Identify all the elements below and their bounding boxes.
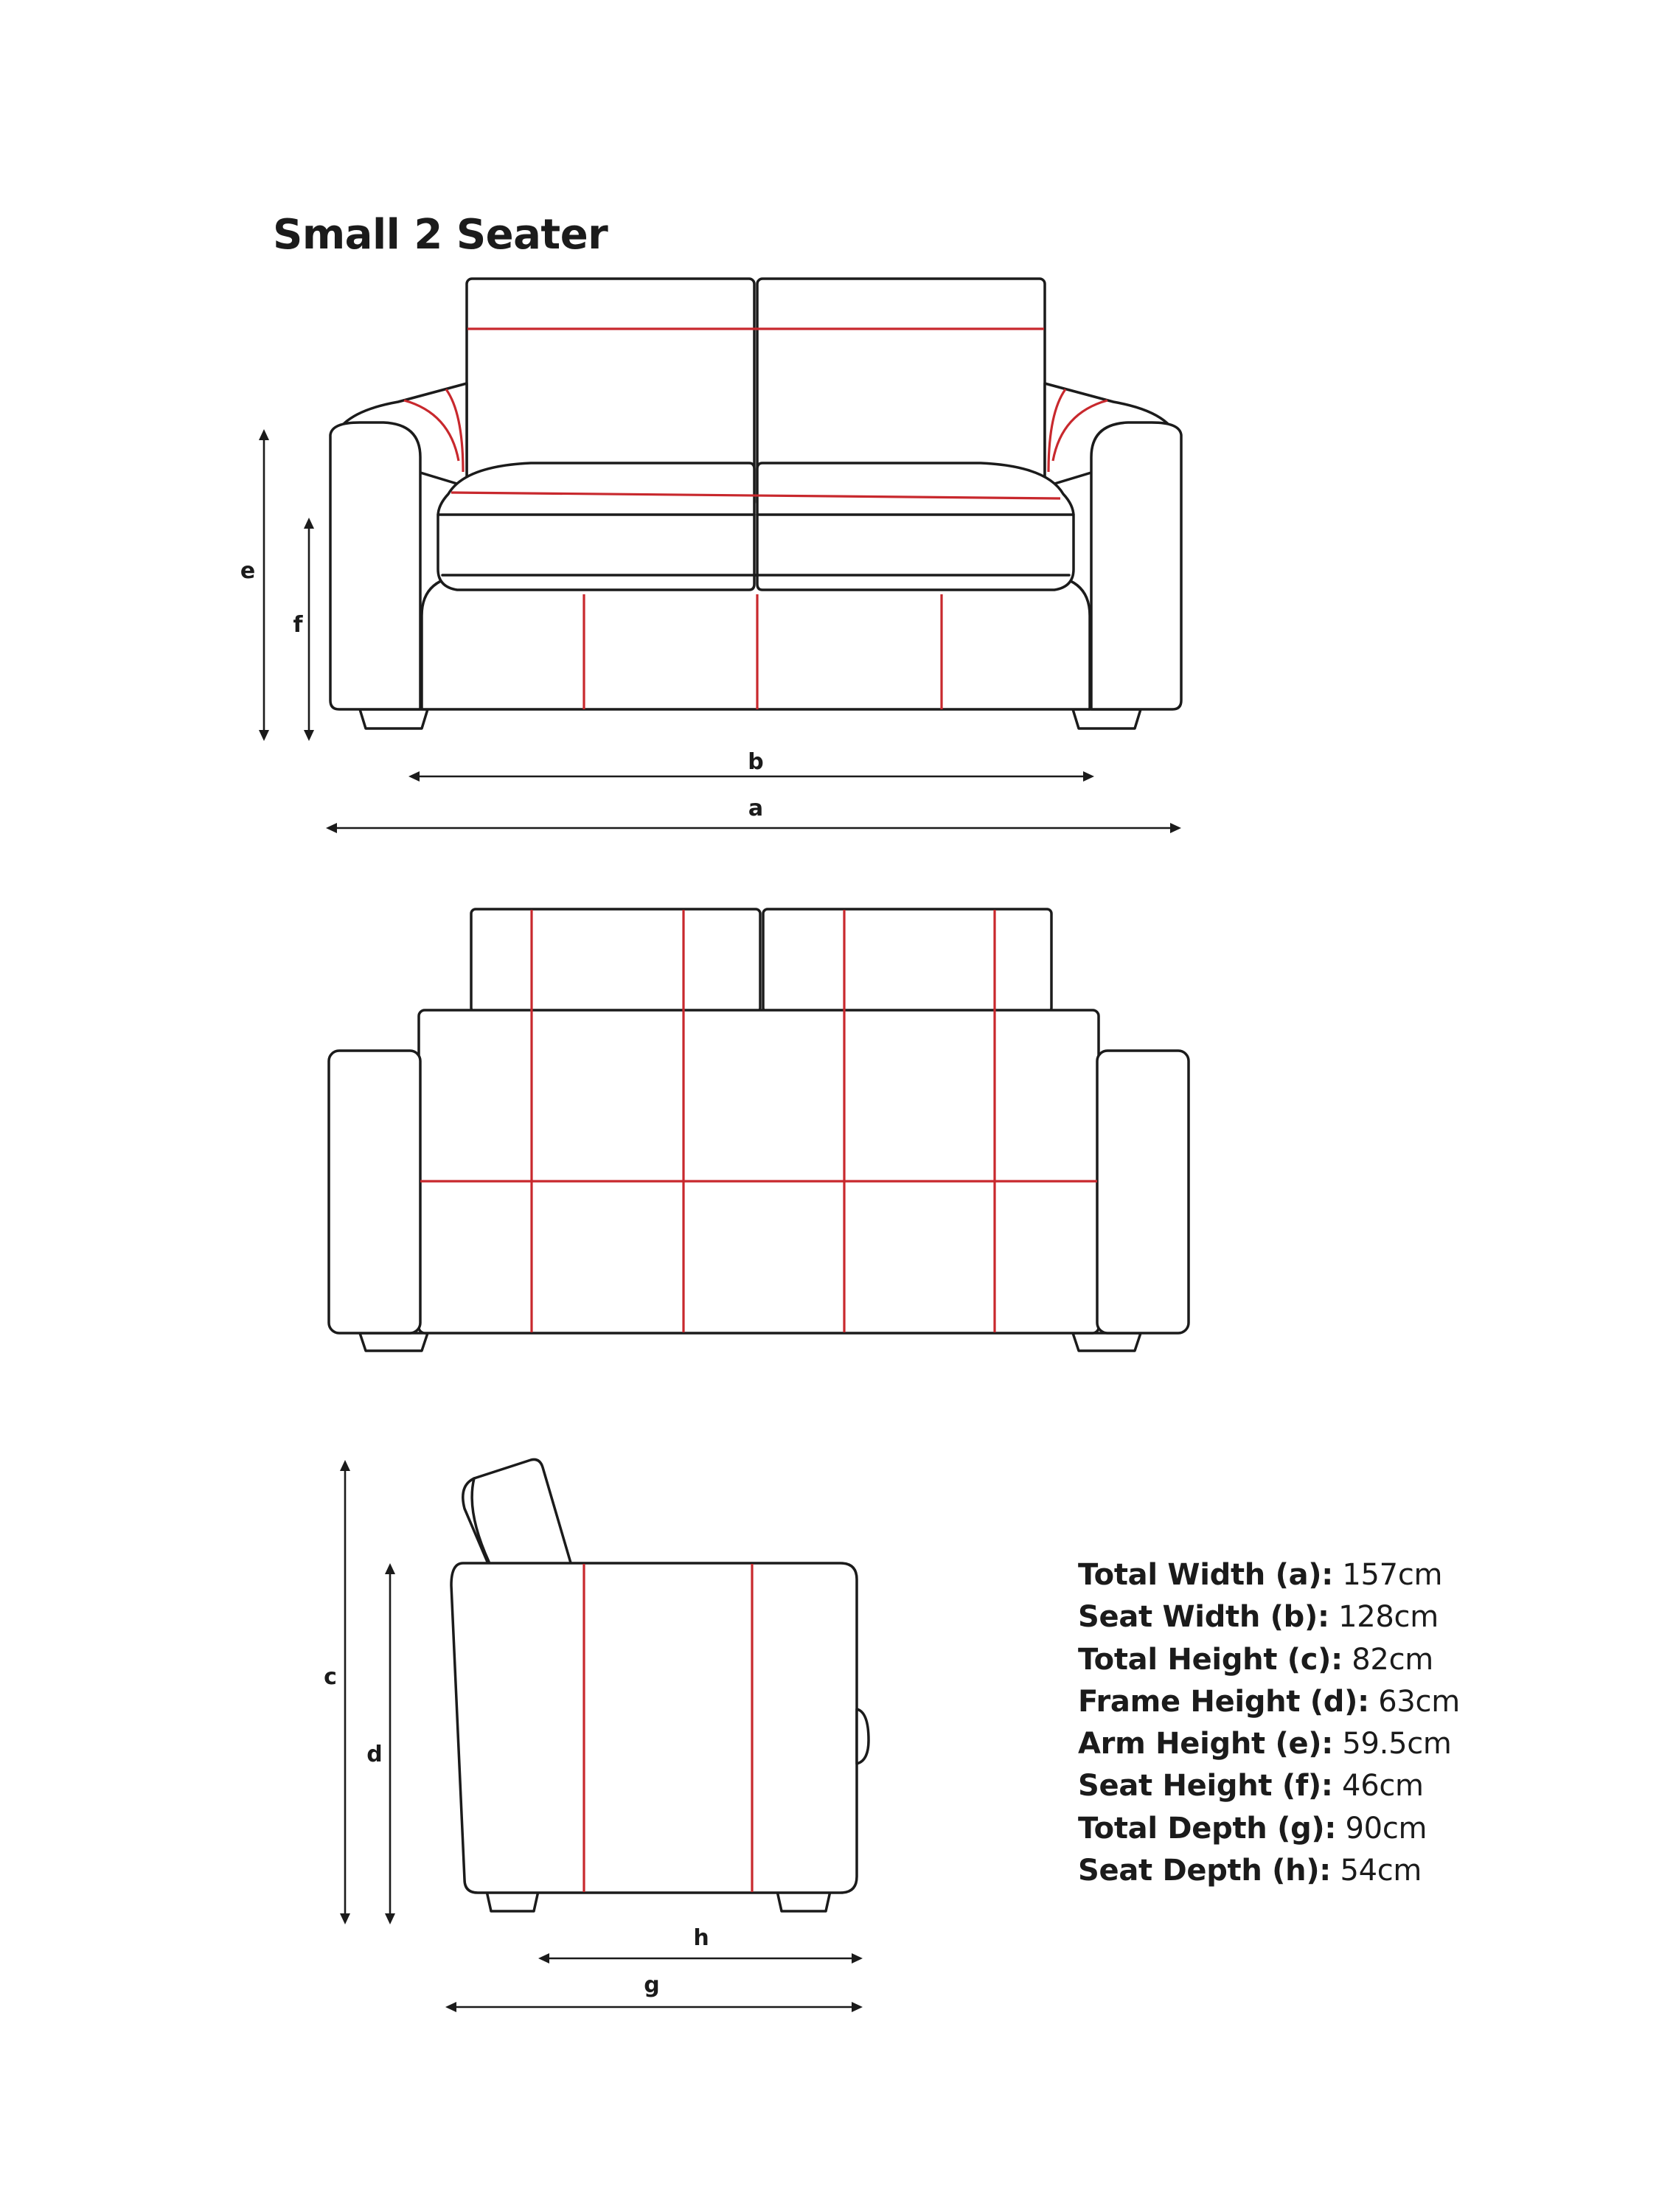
back-view: [329, 909, 1189, 1351]
front-base: [422, 575, 1090, 709]
page-title: Small 2 Seater: [273, 211, 608, 259]
label-e: e: [240, 558, 256, 584]
label-d: d: [366, 1742, 383, 1767]
label-c: c: [324, 1664, 337, 1690]
spec-label: Total Height (c):: [1078, 1642, 1343, 1677]
front-foot-right: [1073, 709, 1141, 728]
label-b: b: [748, 749, 764, 775]
side-body: [451, 1563, 857, 1893]
back-cushion-left: [471, 909, 760, 1012]
front-view: [330, 279, 1181, 728]
back-foot-right: [1073, 1333, 1141, 1351]
label-f: f: [293, 612, 303, 638]
spec-total-width: [1078, 1554, 1460, 1596]
spec-seat-width: [1078, 1596, 1460, 1638]
front-seat-cushion-right: [757, 463, 1074, 590]
front-foot-left: [360, 709, 428, 728]
spec-value: 128cm: [1338, 1600, 1439, 1635]
spec-value: 90cm: [1345, 1811, 1427, 1846]
spec-label: Total Depth (g):: [1078, 1811, 1337, 1846]
side-foot-front: [487, 1891, 538, 1911]
spec-value: 157cm: [1342, 1558, 1443, 1592]
back-cushion-right: [763, 909, 1051, 1012]
front-seat-cushion-left: [438, 463, 754, 590]
spec-total-height: [1078, 1639, 1460, 1681]
back-arm-right: [1097, 1051, 1189, 1333]
spec-seat-height: [1078, 1765, 1460, 1807]
spec-label: Arm Height (e):: [1078, 1727, 1333, 1761]
spec-frame-height: [1078, 1681, 1460, 1723]
spec-total-depth: [1078, 1808, 1460, 1850]
spec-label: Seat Width (b):: [1078, 1600, 1329, 1635]
spec-arm-height: [1078, 1723, 1460, 1765]
spec-value: 63cm: [1378, 1684, 1460, 1719]
side-back-bump: [857, 1709, 869, 1764]
spec-label: Total Width (a):: [1078, 1558, 1333, 1592]
spec-value: 59.5cm: [1342, 1727, 1452, 1761]
side-foot-back: [777, 1891, 830, 1911]
side-back-cushion: [463, 1459, 571, 1565]
back-foot-left: [360, 1333, 428, 1351]
side-view: [451, 1459, 869, 1911]
back-panel: [419, 1010, 1099, 1333]
dimension-specs-list: [1078, 1554, 1460, 1892]
spec-value: 46cm: [1342, 1769, 1424, 1804]
front-arm-left: [330, 422, 420, 709]
spec-label: Frame Height (d):: [1078, 1684, 1369, 1719]
spec-value: 54cm: [1340, 1854, 1422, 1888]
label-a: a: [748, 796, 764, 821]
spec-seat-depth: [1078, 1850, 1460, 1892]
spec-label: Seat Depth (h):: [1078, 1854, 1332, 1888]
front-arm-right: [1091, 422, 1181, 709]
label-h: h: [693, 1925, 709, 1951]
spec-label: Seat Height (f):: [1078, 1769, 1333, 1804]
label-g: g: [644, 1972, 660, 1998]
back-arm-left: [329, 1051, 420, 1333]
spec-value: 82cm: [1352, 1642, 1433, 1677]
